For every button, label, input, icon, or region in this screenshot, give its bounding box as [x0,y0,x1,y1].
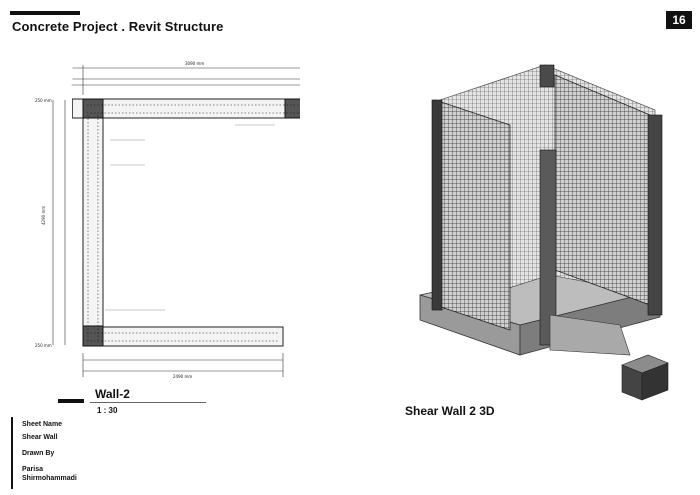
shear-wall-3d-view [400,55,670,405]
sheet-name-value: Shear Wall [22,434,58,441]
rebar-lines [87,105,300,341]
boundary-column [432,100,442,310]
boundary-column [648,115,662,315]
dim-bottom-overall: 2490 mm [173,374,193,379]
drawn-by-label: Drawn By [22,450,55,457]
right-wall [555,75,650,305]
header-accent-bar [10,11,80,15]
wall-outline [72,99,300,346]
dim-left-overall: 4290 mm [41,205,46,225]
left-web-wall [435,100,510,330]
dim-top-overall: 3090 mm [185,61,205,66]
page-number-badge: 16 [666,11,692,29]
view-title-underline [90,402,206,403]
sheet-name-label: Sheet Name [22,421,63,428]
sheet-info-block [11,417,93,489]
page-title: Concrete Project . Revit Structure [12,19,224,34]
view-title-marker [58,399,84,403]
plan-view-title: Wall-2 [95,387,130,401]
dim-flange-bottom: 250 mm [35,343,52,348]
dim-flange-top: 250 mm [35,98,52,103]
boundary-elements [83,99,300,346]
plan-view-scale: 1 : 30 [97,406,118,415]
author-name: Parisa Shirmohammadi [22,466,77,482]
plan-view-drawing [35,55,300,385]
view-3d-title: Shear Wall 2 3D [405,404,495,418]
